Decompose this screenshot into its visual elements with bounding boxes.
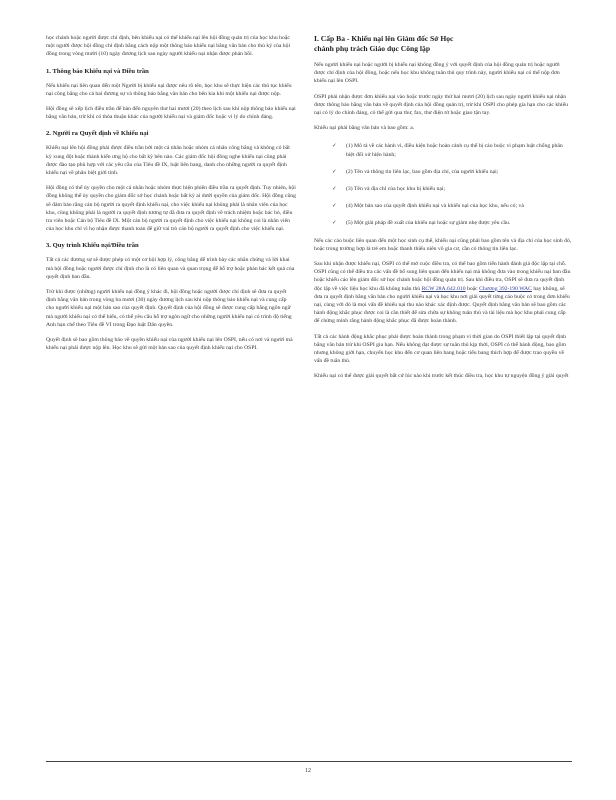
paragraph: Tất cả các hành động khắc phục phải được hoàn thành trong phạm vi thời gian do OSPI thiết lập tại quyết định bằng văn bản trừ khi OSPI gia hạn. Nếu không đạt được sự tuân thủ kịp thời, OSPI có thể hành động, bao gồm nhưng không giới hạn, chuyển học khu đến cơ quan liên bang hoặc tiểu bang thích hợp để được trao quyền về vấn đề tuân thủ. (314, 333, 567, 365)
paragraph: OSPI phải nhận được đơn khiếu nại vào hoặc trước ngày thứ hai mươi (20) lịch sau ngày người khiếu nại nhận được thông báo bằng văn bản về quyết định của hội đồng quản trị, trừ khi OSPI cho phép gia hạn cho các khiếu nại có lý do chính đáng, có thể gửi qua thư, fax, thư điện tử hoặc giao tận tay. (314, 93, 568, 117)
requirements-list (332, 142, 572, 227)
paragraph-with-citations: Sau khi nhận được khiếu nại, OSPI có thể mở cuộc điều tra, có thể bao gồm tiến hành đánh giá độc lập tại chỗ. OSPI cũng có thể điều tra các vấn đề bổ sung liên quan đến khiếu nại mà không đưa vào trong khiếu nại ban đầu hoặc khiếu cáo lên giám đốc sở học chánh hoặc hội đồng quản trị. Sau khi điều tra, OSPI sẽ đưa ra quyết định độc lập về việc liệu học khu đã không tuân thủ RCW 28A.642.010 hoặc Chương 392-190 WAC hay không, sẽ đưa ra quyết định bằng văn bản cho người khiếu nại và học khu nơi giải quyết từng cáo buộc có trong đơn khiếu nại, cùng với đó là mọi vấn đề khiếu nại thu nào khác xác định được. Quyết định bằng văn bản sẽ bao gồm các hành động khắc phục được coi là cần thiết để sửa chữa sự không tuân thủ và tài liệu mà học khu phải cung cấp để chứng minh rằng hành động khắc phục đã được hoàn thành. (314, 261, 571, 325)
paragraph: Trừ khi được (những) người khiếu nại đồng ý khác đi, hội đồng hoặc người được chỉ định sẽ đưa ra quyết định bằng văn bản trong vòng ba mươi (30) ngày đương lịch sau khi nộp thông báo khiếu nại và cung cấp cho người khiếu nại một bản sao của quyết định. Quyết định của hội đồng sẽ được cung cấp bằng ngôn ngữ mà người khiếu nại có thể hiểu, có thể yêu cầu hỗ trợ ngôn ngữ cho những người khiếu nại có trình độ tiếng Anh hạn chế theo Tiêu đề VI trong Đạo luật Dân quyền. (46, 289, 292, 328)
paragraph: Khiếu nại có thể được giải quyết bất cứ lúc nào khi trước kết thúc điều tra, học khu tự nguyện đồng ý giải quyết (314, 373, 569, 380)
section-heading-2: 2. Người ra Quyết định về Khiếu nại (46, 130, 149, 138)
section-heading-1: 1. Thông báo Khiếu nại và Điều trần (46, 67, 149, 75)
left-column (46, 34, 296, 359)
section-title-line-1: I. Cấp Ba - Khiếu nại lên Giám đốc Sở Học (314, 34, 454, 43)
paragraph: Tất cả các đương sự sẽ được phép có một cơ hội hợp lý, công bằng để trình bày các nhân chứng và lời khai mà hội đồng hoặc người được chỉ định cho là có liên quan và quan trọng để hỗ trợ hoặc phản bác kết quả của quyết định ban đầu. (46, 257, 295, 280)
section-title (314, 34, 572, 54)
rcw-link[interactable]: RCW 28A.642.010 (421, 285, 466, 292)
paragraph: Khiếu nại phải bằng văn bản và bao gồm: a. (314, 125, 415, 132)
list-item: ✓ (3) Tên và địa chỉ của học khu bị khiếu nại; (332, 186, 446, 193)
section-heading-3: 3. Quy trình Khiếu nại/Điều trần (46, 242, 139, 250)
paragraph: Hội đồng có thể ủy quyền cho một cá nhân hoặc nhóm thực hiện phiên điều trần ra quyết định. Tuy nhiên, hội đồng không thể ủy quyền cho giám đốc sở học chánh hoặc bất kỳ ai dưới quyền của giám đốc. Hội đồng cũng sẽ đảm bảo rằng cán bộ người ra quyết định khiếu nại, cho việc khiếu nại không phải là nhân viên của học khu, cũng không phải là người ra quyết định tương tự đã đưa ra quyết định về trách nhiệm hoặc bác bỏ, điều tra viên hoặc Cán bộ Tiêu đề IX. Một cán bộ người ra quyết định cho việc khiếu nại không coi là nhân viên của học khu chỉ vì họ nhận được thanh toán để giữ vai trò cán bộ người ra quyết định cho việc khiếu nại. (46, 185, 296, 233)
wac-link[interactable]: Chương 392-190 WAC (479, 285, 532, 292)
bullet-icon: ✓ (332, 143, 337, 150)
list-item: ✓ (2) Tên và thông tin liên lạc, bao gồm địa chỉ, của người khiếu nại; (332, 168, 499, 175)
bullet-icon: ✓ (332, 203, 337, 210)
paragraph: Nếu người khiếu nại hoặc người bị khiếu nại không đồng ý với quyết định của hội đồng quản trị hoặc người được chỉ định của hội đồng, hoặc nếu học khu không tuân thủ quy trình này, người khiếu nại có thể nộp đơn khiếu nại lên OSPI. (314, 62, 560, 85)
paragraph: Quyết định sẽ bao gồm thông báo về quyền khiếu nại của người khiếu nại lên OSPI, nếu có nơi và người mà khiếu nại phải được nộp lên. Học khu sẽ gửi một bản sao của quyết định khiếu nại cho OSPI. (46, 337, 293, 352)
bullet-icon: ✓ (332, 186, 337, 193)
list-item: ✓ (1) Mô tả về các hành vi, điều kiện hoặc hoàn cảnh cụ thể bị cáo buộc vi phạm luật chống phân biệt đối xử hiện hành; (332, 143, 563, 158)
paragraph: Nếu các cáo buộc liên quan đến một học sinh cụ thể, khiếu nại cũng phải bao gồm tên và địa chỉ của học sinh đó, hoặc trong trường hợp là trẻ em hoặc thanh thiếu niên vô gia cư, cần có thông tin liên lạc. (314, 237, 572, 252)
paragraph: Hội đồng sẽ xếp lịch điều trần để bàn đến nguyên thư hai mươi (20) theo lịch sau khi nộp thông báo khiếu nại bằng văn bản, trừ khi có thỏa thuận khác của người khiếu nại và giám đốc hoặc vì lý do chính đáng. (46, 106, 296, 121)
bullet-icon: ✓ (332, 220, 337, 227)
paragraph: Nếu khiếu nại liên quan đến một Người bị khiếu nại được nêu rõ tên, học khu sẽ thực hiện các thủ tục khiếu nại công bằng cho cả hai đương sự và thông báo bằng văn bản cho bên kia khi một khiếu nại được nộp. (46, 82, 292, 97)
page-number: 12 (305, 768, 311, 774)
list-item: ✓ (4) Một bản sao của quyết định khiếu nại và khiếu nại của học khu, nếu có; và (332, 203, 524, 210)
list-item: ✓ (5) Một giải pháp đề xuất của khiếu nại hoặc sự giảm nhẹ được yêu cầu. (332, 220, 511, 227)
section-title-line-2: chánh phụ trách Giáo dục Công lập (314, 44, 431, 53)
bullet-icon: ✓ (332, 168, 337, 175)
paragraph: Khiếu nại lên hội đồng phải được điều trần bởi một cá nhân hoặc nhóm cá nhân công bằng và không có bất kỳ xung đột hoặc thành kiến ưng hộ cho bất kỳ bên nào. Các giám đốc hội đồng nghe khiếu nại cũng phải được đào tạo phù hợp với các yêu cầu của Tiêu đề IX, luật liên bang, danh cho những người ra quyết định khiếu nại về phân biệt giới tính. (46, 145, 290, 177)
right-column (314, 34, 572, 388)
footer-divider (46, 761, 572, 762)
intro-paragraph: học chánh hoặc người được chỉ định, bên khiếu nại có thể khiếu nại lên hội đồng quản trị của học khu hoặc một người được hội đồng chỉ định bằng cách nộp một thông báo khiếu nại bằng văn bản cho thủ ký của hội đồng trong vòng mười (10) ngày đương lịch sau ngày người khiếu nại nhận được phán hồi. (46, 35, 291, 58)
